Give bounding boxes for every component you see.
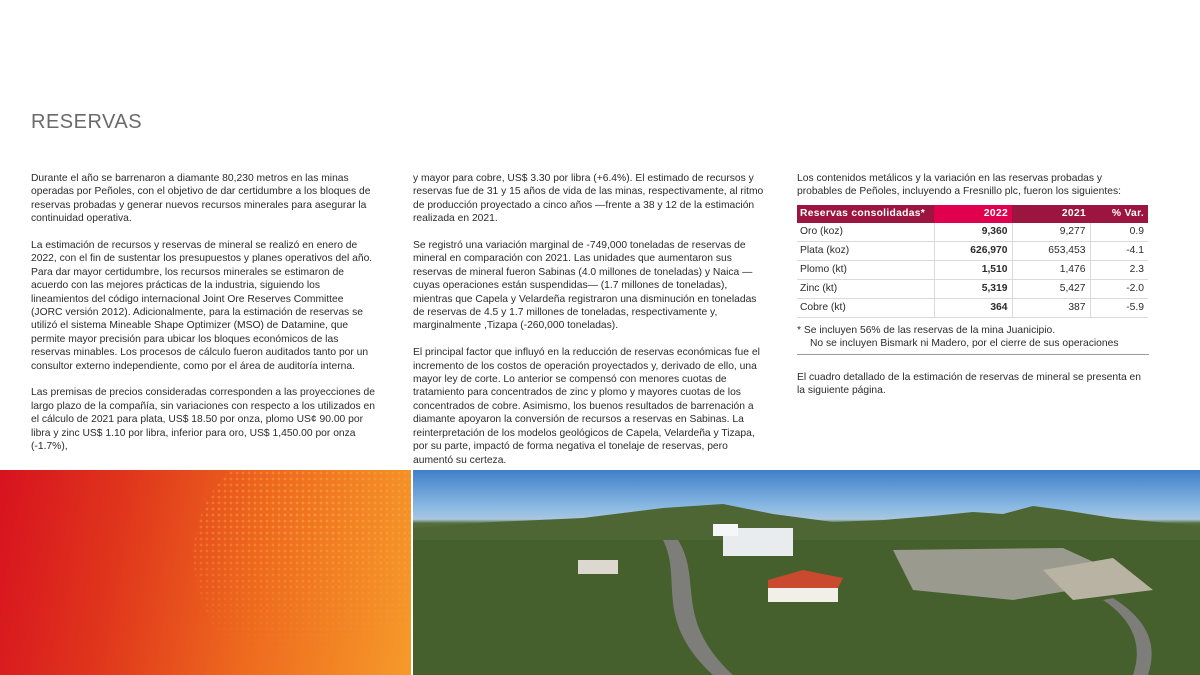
value-2021: 9,277 [1012, 223, 1090, 242]
value-2022: 9,360 [934, 223, 1012, 242]
row-label: Plomo (kt) [797, 260, 934, 279]
table-row [797, 279, 1148, 298]
value-2021: 5,427 [1012, 279, 1090, 298]
value-2021: 387 [1012, 298, 1090, 317]
row-label: Cobre (kt) [797, 298, 934, 317]
reserves-table [797, 205, 1148, 318]
value-variation: 2.3 [1090, 260, 1148, 279]
text-column-1 [31, 172, 376, 467]
table-row [797, 260, 1148, 279]
page-title: RESERVAS [31, 111, 143, 133]
value-variation: -5.9 [1090, 298, 1148, 317]
paragraph: El principal factor que influyó en la reducción de reservas económicas fue el incremento de los costos de operación proyectados y, derivado de ello, una mayor ley de corte. Lo anterior se compensó con menores cuotas de tratamiento para concentrados de zinc y plomo y mayores cuotas de los concentrados de cobre. Asimismo, los buenos resultados de barrenación a diamante apoyaron la conversión de recursos a reservas en Sabinas. La reinterpretación de los modelos geológicos de Capela, Velardeña y Tizapa, por su parte, impactó de forma negativa el tonelaje de reservas, pero aumentó su certeza. [413, 347, 760, 466]
text-column-2 [413, 172, 766, 480]
row-label: Zinc (kt) [797, 279, 934, 298]
header-2022: 2022 [934, 205, 1012, 223]
table-row [797, 223, 1148, 242]
text-column-3 [797, 172, 1149, 398]
footnote: * Se incluyen 56% de las reservas de la mina Juanicipio. [797, 324, 1056, 336]
table-row [797, 298, 1148, 317]
table-header-row [797, 205, 1148, 223]
value-2021: 653,453 [1012, 241, 1090, 260]
value-variation: 0.9 [1090, 223, 1148, 242]
header-variation: % Var. [1090, 205, 1148, 223]
row-label: Oro (koz) [797, 223, 934, 242]
closing-text: El cuadro detallado de la estimación de reservas de mineral se presenta en la siguiente página. [797, 371, 1142, 397]
table-intro: Los contenidos metálicos y la variación en las reservas probadas y probables de Peñoles, incluyendo a Fresnillo plc, fueron los siguientes: [797, 173, 1121, 198]
orange-halftone-graphic [0, 470, 411, 675]
value-2022: 364 [934, 298, 1012, 317]
header-label: Reservas consolidadas* [797, 205, 934, 223]
value-2021: 1,476 [1012, 260, 1090, 279]
halftone-pattern [0, 470, 411, 675]
paragraph: y mayor para cobre, US$ 3.30 por libra (+6.4%). El estimado de recursos y reservas fue de 31 y 15 años de vida de las minas, respectivamente, al ritmo de producción proyectado a cinco años —frente a 38 y 12 de la estimación realizada en 2021. [413, 173, 764, 225]
value-2022: 1,510 [934, 260, 1012, 279]
landscape-illustration [413, 470, 1200, 675]
row-label: Plata (koz) [797, 241, 934, 260]
value-2022: 626,970 [934, 241, 1012, 260]
mine-aerial-photo [413, 470, 1200, 675]
table-notes [797, 324, 1149, 355]
paragraph: Se registró una variación marginal de -749,000 toneladas de reservas de mineral en comparación con 2021. Las unidades que aumentaron sus reservas de mineral fueron Sabinas (4.0 millones de toneladas) y Naica —cuyas operaciones están suspendidas— (1.7 millones de toneladas), mientras que Capela y Velardeña registraron una disminución en toneladas de reservas de 4.5 y 1.7 millones de toneladas, respectivamente y, marginalmente ,Tizapa (-260,000 toneladas). [413, 240, 757, 332]
value-variation: -2.0 [1090, 279, 1148, 298]
value-2022: 5,319 [934, 279, 1012, 298]
value-variation: -4.1 [1090, 241, 1148, 260]
footnote: No se incluyen Bismark ni Madero, por el cierre de sus operaciones [810, 337, 1119, 349]
table-row [797, 241, 1148, 260]
header-2021: 2021 [1012, 205, 1090, 223]
paragraph: Durante el año se barrenaron a diamante 80,230 metros en las minas operadas por Peñoles, con el objetivo de dar certidumbre a los bloques de reservas probadas y generar nuevos recursos minerales para asegurar la continuidad operativa. [31, 173, 371, 225]
paragraph: La estimación de recursos y reservas de mineral se realizó en enero de 2022, con el fin de sustentar los presupuestos y planes operativos del año. Para dar mayor certidumbre, los recursos minerales se estimaron de acuerdo con las mejores prácticas de la industria, siguiendo los lineamientos del código internacional Joint Ore Reserves Committee (JORC versión 2012). Adicionalmente, para la estimación de reservas se utilizó el sistema Mineable Shape Optimizer (MSO) de Datamine, que permite mayor precisión para ubicar los bloques económicos de las reservas minables. Los procesos de cálculo fueron auditados tanto por un consultor externo independiente, como por el área de auditoría interna. [31, 240, 373, 372]
paragraph: Las premisas de precios consideradas corresponden a las proyecciones de largo plazo de la compañía, sin variaciones con respecto a los utilizados en el cálculo de 2021 para plata, US$ 18.50 por onza, plomo US¢ 90.00 por libra y zinc US$ 1.10 por libra, inferior para oro, US$ 1,450.00 por onza (-1.7%), [31, 387, 376, 453]
